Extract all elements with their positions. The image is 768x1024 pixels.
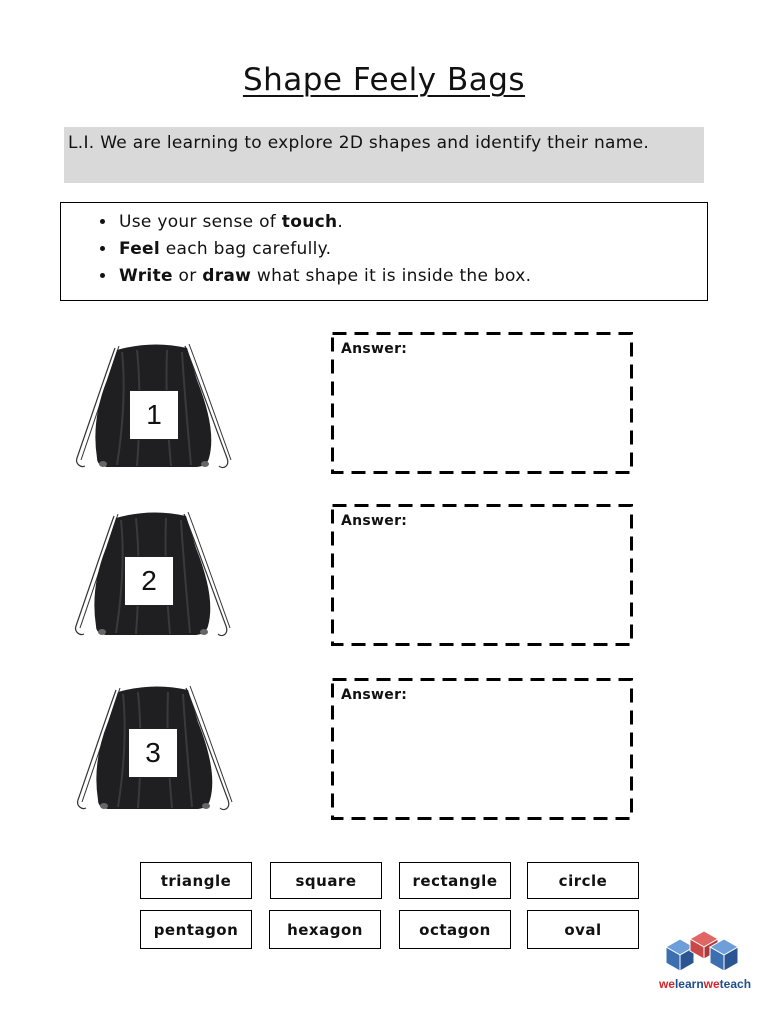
instruction-bold: Feel <box>119 239 161 259</box>
answer-box-1[interactable] <box>331 332 633 474</box>
word-octagon: octagon <box>399 910 511 949</box>
answer-box-3[interactable] <box>331 678 633 820</box>
cube-logo-icon <box>650 925 760 977</box>
logo-text-part: teach <box>719 977 752 991</box>
bag-number: 2 <box>124 556 174 606</box>
brand-logo <box>650 925 760 995</box>
feely-bag-2 <box>66 508 236 643</box>
instruction-item <box>117 209 707 236</box>
bag-number: 1 <box>129 390 179 440</box>
page-title: Shape Feely Bags <box>242 62 526 98</box>
instruction-text: each bag carefully. <box>160 239 332 259</box>
bag-number: 3 <box>128 728 178 778</box>
answer-label: Answer: <box>341 687 408 703</box>
word-rectangle: rectangle <box>399 862 511 899</box>
instruction-bold: draw <box>202 266 252 286</box>
word-pentagon: pentagon <box>140 910 252 949</box>
instructions-list <box>61 209 707 290</box>
instruction-text: Use your sense of <box>119 212 282 232</box>
word-circle: circle <box>527 862 639 899</box>
logo-text-part: we <box>703 977 720 991</box>
logo-text-part: we <box>658 977 675 991</box>
instructions-box <box>60 202 708 301</box>
word-triangle: triangle <box>140 862 252 899</box>
answer-label: Answer: <box>341 513 408 529</box>
feely-bag-3 <box>68 682 238 817</box>
word-oval: oval <box>527 910 639 949</box>
instruction-item <box>117 236 707 263</box>
learning-intention: L.I. We are learning to explore 2D shapes and identify their name. <box>64 127 704 183</box>
answer-box-2[interactable] <box>331 504 633 646</box>
instruction-text: or <box>172 266 203 286</box>
word-square: square <box>270 862 382 899</box>
instruction-text: what shape it is inside the box. <box>251 266 532 286</box>
feely-bag-1 <box>67 340 237 475</box>
logo-text-part: learn <box>674 977 704 991</box>
instruction-text: . <box>337 212 344 232</box>
logo-wordmark <box>650 977 760 991</box>
word-bank <box>140 862 642 950</box>
instruction-item <box>117 263 707 290</box>
instruction-bold: touch <box>281 212 338 232</box>
instruction-bold: Write <box>119 266 173 286</box>
answer-label: Answer: <box>341 341 408 357</box>
word-hexagon: hexagon <box>269 910 381 949</box>
